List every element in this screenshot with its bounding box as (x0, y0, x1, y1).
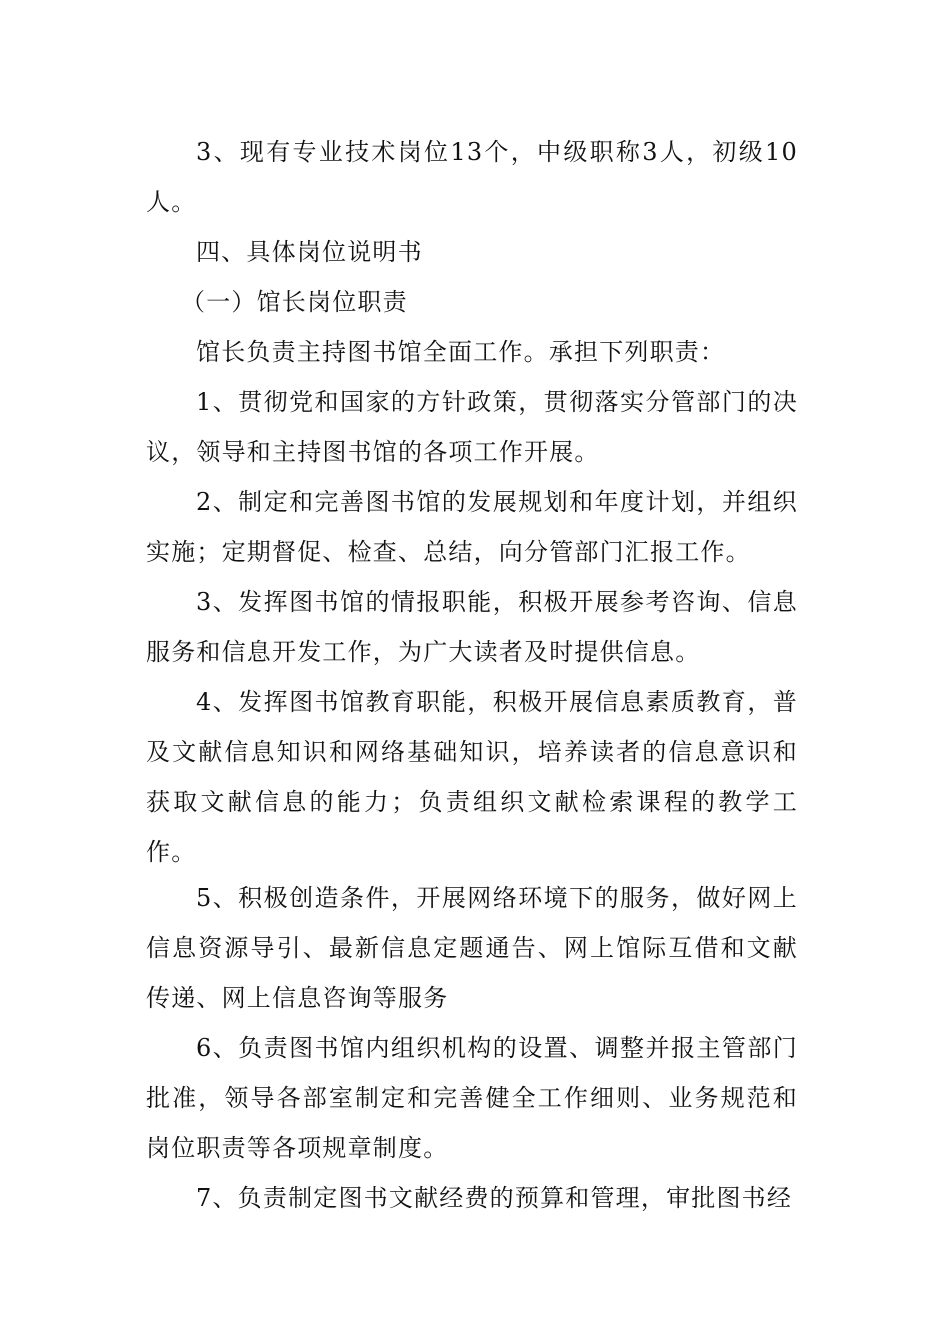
paragraph-duty-4: 4、发挥图书馆教育职能，积极开展信息素质教育，普及文献信息知识和网络基础知识，培养读者的信息意识和获取文献信息的能力；负责组织文献检索课程的教学工作。 (146, 688, 798, 866)
paragraph-staff-count: 3、现有专业技术岗位13个，中级职称3人，初级10人。 (146, 138, 798, 216)
paragraph-duty-1: 1、贯彻党和国家的方针政策，贯彻落实分管部门的决议，领导和主持图书馆的各项工作开展。 (146, 388, 798, 466)
paragraph-duty-5: 5、积极创造条件，开展网络环境下的服务，做好网上信息资源导引、最新信息定题通告、网上馆际互借和文献传递、网上信息咨询等服务 (146, 884, 798, 1012)
paragraph-duty-3: 3、发挥图书馆的情报职能，积极开展参考咨询、信息服务和信息开发工作，为广大读者及时提供信息。 (146, 588, 798, 666)
paragraph-duty-6: 6、负责图书馆内组织机构的设置、调整并报主管部门批准，领导各部室制定和完善健全工作细则、业务规范和岗位职责等各项规章制度。 (146, 1034, 798, 1162)
paragraph-duty-7: 7、负责制定图书文献经费的预算和管理，审批图书经 (196, 1184, 793, 1212)
section-heading: 四、具体岗位说明书 (196, 238, 423, 266)
paragraph-intro: 馆长负责主持图书馆全面工作。承担下列职责： (196, 338, 726, 366)
paragraph-duty-2: 2、制定和完善图书馆的发展规划和年度计划，并组织实施；定期督促、检查、总结，向分管部门汇报工作。 (146, 488, 798, 566)
subsection-heading: （一）馆长岗位职责 (181, 288, 408, 316)
